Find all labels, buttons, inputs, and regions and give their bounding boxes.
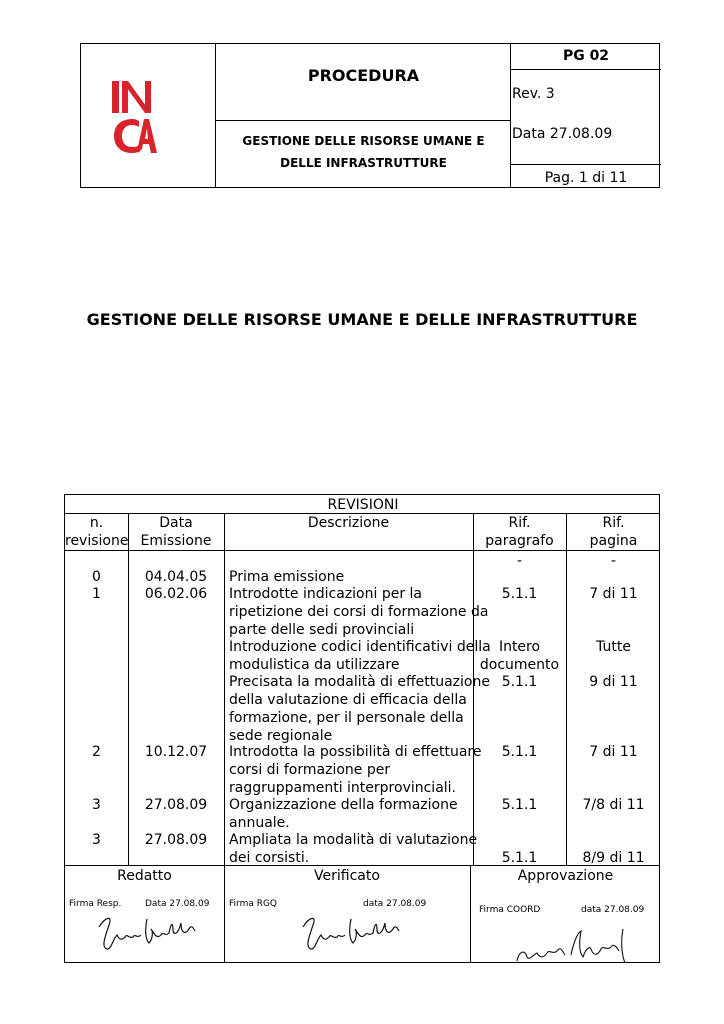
description-line: parte delle sedi provinciali [229,622,415,638]
description-line: corsi di formazione per [229,762,391,778]
dash-pagina: - [610,553,617,569]
row-description [229,743,481,797]
firma-rgq-label: Firma RGQ [229,899,278,909]
signature-resp [95,909,199,953]
col-header-data [128,514,224,550]
verificato-label: Verificato [314,868,380,884]
procedure-title: PROCEDURA [307,66,420,85]
row-paragraph: 5.1.1 [501,744,538,760]
row-date: 10.12.07 [144,744,208,760]
description-line: della valutazione di efficacia della [229,692,467,708]
firma-coord-label: Firma COORD [479,905,541,915]
col-header-rif-paragrafo [473,514,566,550]
data-resp-label: Data 27.08.09 [145,899,210,909]
procedure-subtitle [216,130,511,174]
description-line: ripetizione dei corsi di formazione da [229,604,489,620]
row-paragraph: 5.1.1 [501,797,538,813]
signature-rgq [299,909,403,953]
row-page: 7 di 11 [589,586,638,602]
signature-coord [513,925,633,965]
description-line: Precisata la modalità di effettuazione [229,674,490,690]
row-description: Prima emissione [229,569,345,585]
revision-date: Data 27.08.09 [512,126,613,142]
header-divider [215,120,510,121]
header-line: Rif. [508,515,531,531]
row-description [229,673,490,745]
revisions-table [64,494,660,963]
data-rgq-label: data 27.08.09 [363,899,427,909]
row-page: 7/8 di 11 [582,797,645,813]
description-line: Organizzazione della formazione [229,797,458,813]
row-date: 27.08.09 [144,832,208,848]
row-number: 3 [92,797,101,813]
col-header-n [65,514,128,550]
data-coord-label: data 27.08.09 [581,905,645,915]
row-description [229,638,491,674]
row-date: 27.08.09 [144,797,208,813]
row-paragraph [473,638,566,674]
paragraph-line: Intero [498,639,541,655]
firma-resp-label: Firma Resp. [69,899,122,909]
paragraph-line: documento [479,657,560,673]
table-divider [224,513,225,962]
header-divider [510,164,661,165]
document-title: GESTIONE DELLE RISORSE UMANE E DELLE INFRASTRUTTURE [86,310,638,329]
header-line: Rif. [602,515,625,531]
row-page: 9 di 11 [589,674,638,690]
row-date: 04.04.05 [144,569,208,585]
row-page: Tutte [596,639,631,655]
row-description [229,796,458,832]
page-number: Pag. 1 di 11 [544,170,628,186]
description-line: annuale. [229,815,290,831]
description-line: Introdotte indicazioni per la [229,586,423,602]
procedure-subtitle-line: DELLE INFRASTRUTTURE [280,156,447,170]
row-paragraph: 5.1.1 [501,850,538,866]
header-divider [510,69,661,70]
row-description [229,831,477,867]
table-divider [65,550,659,551]
description-line: raggruppamenti interprovinciali. [229,780,457,796]
description-line: modulistica da utilizzare [229,657,400,673]
procedure-code: PG 02 [562,48,610,64]
description-line: dei corsisti. [229,850,310,866]
description-line: Introdotta la possibilità di effettuare [229,744,482,760]
col-header-descrizione: Descrizione [307,515,390,531]
row-number: 0 [92,569,101,585]
col-header-rif-pagina [566,514,661,550]
row-page: 7 di 11 [589,744,638,760]
procedure-subtitle-line: GESTIONE DELLE RISORSE UMANE E [242,134,485,148]
row-number: 2 [92,744,101,760]
header-line: paragrafo [485,533,554,549]
header-line: Data [159,515,193,531]
row-number: 3 [92,832,101,848]
revision-number: Rev. 3 [512,86,555,102]
inca-logo [111,77,158,155]
header-line: pagina [589,533,638,549]
header-line: n. [89,515,104,531]
header-line: Emissione [140,533,212,549]
dash-paragrafo: - [516,553,523,569]
row-date: 06.02.06 [144,586,208,602]
approvazione-label: Approvazione [517,868,614,884]
row-page: 8/9 di 11 [582,850,645,866]
description-line: sede regionale [229,728,333,744]
redatto-label: Redatto [117,868,172,884]
row-description [229,585,488,639]
header-line: revisione [65,533,129,549]
row-number: 1 [92,586,101,602]
row-paragraph: 5.1.1 [501,586,538,602]
revisions-title: REVISIONI [327,497,399,513]
document-header [80,43,660,188]
row-paragraph: 5.1.1 [501,674,538,690]
description-line: formazione, per il personale della [229,710,464,726]
description-line: Introduzione codici identificativi della [229,639,491,655]
description-line: Ampliata la modalità di valutazione [229,832,478,848]
